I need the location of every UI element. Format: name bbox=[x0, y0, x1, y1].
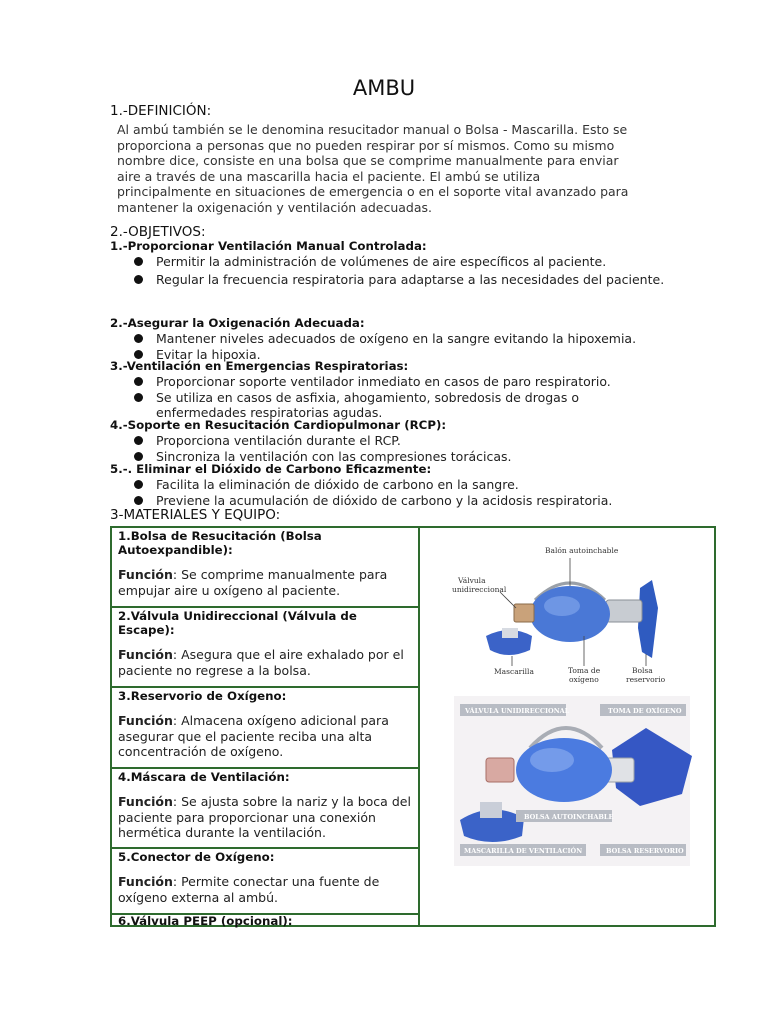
objective-title: 2.-Asegurar la Oxigenación Adecuada: bbox=[110, 316, 365, 330]
label-unidireccional: unidireccional bbox=[452, 585, 507, 594]
label-bolsa-res: BOLSA RESERVORIO bbox=[606, 847, 684, 855]
bullet-icon bbox=[134, 480, 143, 489]
label-toma: TOMA DE OXÍGENO bbox=[608, 707, 682, 715]
definition-heading: 1.-DEFINICIÓN: bbox=[110, 103, 212, 119]
one-way-valve-shape bbox=[486, 758, 514, 782]
oxygen-connector-shape bbox=[606, 600, 642, 622]
bullet-icon bbox=[134, 350, 143, 359]
objective-1 bbox=[110, 239, 670, 287]
label-oxigeno: oxígeno bbox=[569, 675, 599, 684]
definition-line: Al ambú también se le denomina resucitador manual o Bolsa - Mascarilla. Esto se bbox=[117, 122, 628, 137]
materials-table bbox=[110, 526, 716, 927]
bullet-icon bbox=[134, 496, 143, 505]
label-valvula: Válvula bbox=[458, 576, 486, 585]
objective-title: 4.-Soporte en Resucitación Cardiopulmonar (RCP): bbox=[110, 418, 447, 432]
bullet-icon bbox=[134, 452, 143, 461]
definition-line: principalmente en situaciones de emergencia o en el soporte vital avanzado para bbox=[117, 184, 629, 199]
bullet-icon bbox=[134, 275, 143, 284]
label-mascarilla: Mascarilla bbox=[494, 667, 534, 676]
list-item: Proporciona ventilación durante el RCP. bbox=[110, 433, 670, 449]
list-item: Proporcionar soporte ventilador inmediato en casos de paro respiratorio. bbox=[110, 374, 670, 390]
bullet-icon bbox=[134, 393, 143, 402]
list-item: Mantener niveles adecuados de oxígeno en la sangre evitando la hipoxemia. bbox=[110, 331, 670, 347]
definition-line: proporciona a personas que no pueden respirar por sí mismos. Como su mismo bbox=[117, 137, 615, 153]
list-item: Permitir la administración de volúmenes de aire específicos al paciente. bbox=[110, 254, 670, 270]
bullet-icon bbox=[134, 436, 143, 445]
objective-5 bbox=[110, 462, 670, 508]
page-title: AMBU bbox=[352, 76, 416, 100]
definition-line: mantener la oxigenación y ventilación adecuadas. bbox=[117, 199, 433, 215]
ambu-photo-labeled bbox=[420, 696, 714, 876]
label-balon: Balón autoinchable bbox=[545, 546, 619, 555]
label-bolsa: Bolsa bbox=[632, 666, 653, 675]
definition-line: nombre dice, consiste en una bolsa que se comprime manualmente para enviar bbox=[117, 153, 619, 168]
objective-4 bbox=[110, 418, 670, 464]
bullet-icon bbox=[134, 257, 143, 266]
table-row: 1.Bolsa de Resucitación (Bolsa Autoexpandible): Función: Se comprime manualmente para empujar aire u oxígeno al paciente. bbox=[112, 528, 418, 608]
objective-2 bbox=[110, 316, 670, 362]
ambu-illustrations bbox=[420, 528, 714, 925]
label-bolsa-auto: BOLSA AUTOINCHABLE bbox=[524, 813, 614, 821]
label-reservorio: reservorio bbox=[626, 675, 666, 684]
list-item: Facilita la eliminación de dióxido de carbono en la sangre. bbox=[110, 477, 670, 493]
table-row: 2.Válvula Unidireccional (Válvula de Escape): Función: Asegura que el aire exhalado por el paciente no regrese a la bolsa. bbox=[112, 608, 418, 688]
bullet-icon bbox=[134, 334, 143, 343]
definition-line: aire a través de una mascarilla hacia el paciente. El ambú se utiliza bbox=[117, 168, 541, 184]
objective-3 bbox=[110, 359, 670, 421]
ambu-diagram-labeled bbox=[420, 538, 714, 698]
materials-heading: 3-MATERIALES Y EQUIPO: bbox=[110, 507, 281, 523]
list-item: Evitar la hipoxia. bbox=[110, 347, 670, 363]
definition-paragraph bbox=[117, 122, 650, 215]
label-valvula: VÁLVULA UNIDIRECCIONAL bbox=[465, 707, 570, 715]
label-toma: Toma de bbox=[568, 666, 601, 675]
list-item: Regular la frecuencia respiratoria para adaptarse a las necesidades del paciente. bbox=[110, 272, 676, 288]
objective-title: 1.-Proporcionar Ventilación Manual Controlada: bbox=[110, 239, 427, 253]
list-item: Se utiliza en casos de asfixia, ahogamiento, sobredosis de drogas o enfermedades respiratorias agudas. bbox=[110, 390, 656, 421]
label-mascarilla: MASCARILLA DE VENTILACIÓN bbox=[464, 847, 583, 855]
table-row: 5.Conector de Oxígeno: Función: Permite conectar una fuente de oxígeno externa al ambú. bbox=[112, 849, 418, 915]
table-row: 3.Reservorio de Oxígeno: Función: Almacena oxígeno adicional para asegurar que el paciente reciba una alta concentración de oxígeno. bbox=[112, 688, 418, 769]
bullet-icon bbox=[134, 377, 143, 386]
table-row: 4.Máscara de Ventilación: Función: Se ajusta sobre la nariz y la boca del paciente para proporcionar una conexión hermética durante la ventilación. bbox=[112, 769, 418, 849]
objective-title: 5.-. Eliminar el Dióxido de Carbono Eficazmente: bbox=[110, 462, 432, 476]
list-item: Previene la acumulación de dióxido de carbono y la acidosis respiratoria. bbox=[110, 493, 670, 509]
table-row: 6.Válvula PEEP (opcional): bbox=[118, 914, 293, 928]
objective-title: 3.-Ventilación en Emergencias Respiratorias: bbox=[110, 359, 409, 373]
materials-list bbox=[112, 528, 420, 928]
objectives-heading: 2.-OBJETIVOS: bbox=[110, 224, 206, 240]
list-item: Sincroniza la ventilación con las compresiones torácicas. bbox=[110, 449, 670, 465]
one-way-valve-shape bbox=[514, 604, 534, 622]
